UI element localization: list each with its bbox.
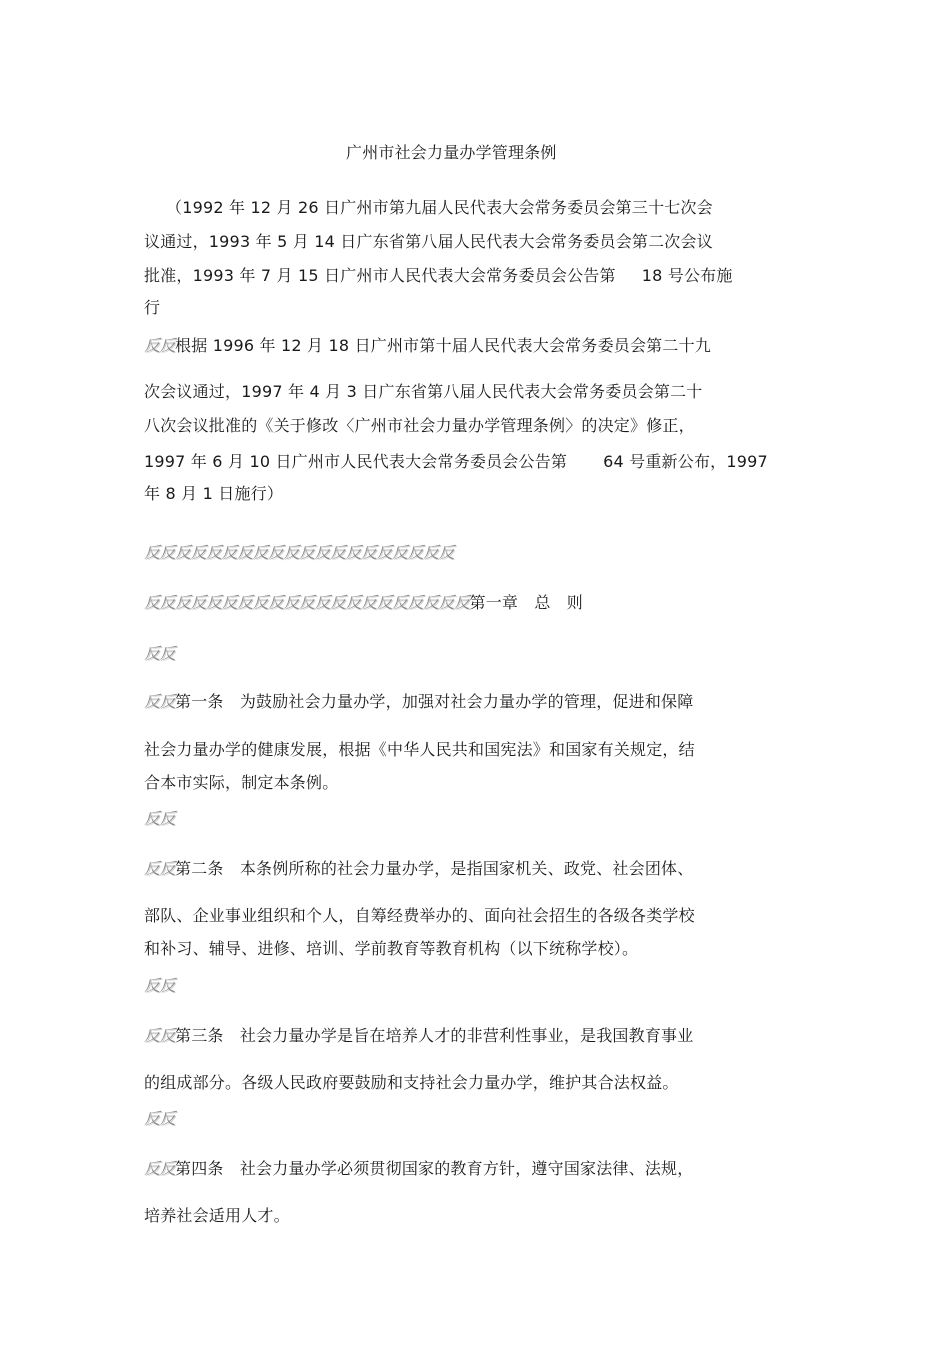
garbled-glyphs: 反反 [144, 859, 176, 878]
garbled-glyphs: 反反 [144, 692, 176, 711]
preamble-line: 批准，1993 年 7 月 15 日广州市人民代表大会常务委员会公告第 18 号公布施 [144, 266, 733, 285]
preamble-line: （1992 年 12 月 26 日广州市第九届人民代表大会常务委员会第三十七次会 [166, 198, 713, 217]
preamble-line: 反反根据 1996 年 12 月 18 日广州市第十届人民代表大会常务委员会第二十九 [144, 336, 711, 355]
article-line: 反反第一条 为鼓励社会力量办学，加强对社会力量办学的管理，促进和保障 [144, 692, 694, 711]
preamble-line: 1997 年 6 月 10 日广州市人民代表大会常务委员会公告第 64 号重新公布，1997 [144, 452, 768, 471]
page-title: 广州市社会力量办学管理条例 [346, 143, 557, 162]
preamble-line: 议通过，1993 年 5 月 14 日广东省第八届人民代表大会常务委员会第二次会议 [144, 232, 713, 251]
chapter-heading-line [144, 592, 583, 614]
garbled-glyphs: 反反 [144, 1159, 176, 1178]
garbled-glyphs: 反反反反反反反反反反反反反反反反反反反反反 [144, 593, 470, 612]
chapter-heading: 第一章 总 则 [469, 593, 583, 612]
article-line: 社会力量办学的健康发展，根据《中华人民共和国宪法》和国家有关规定，结 [144, 740, 695, 759]
preamble-line: 八次会议批准的《关于修改〈广州市社会力量办学管理条例〉的决定》修正， [144, 416, 695, 435]
preamble-line: 年 8 月 1 日施行） [144, 484, 284, 503]
garbled-glyphs: 反反反反反反反反反反反反反反反反反反反反 [144, 543, 455, 562]
preamble-line: 次会议通过，1997 年 4 月 3 日广东省第八届人民代表大会常务委员会第二十 [144, 382, 703, 401]
garbled-glyphs: 反反 [144, 1109, 176, 1128]
garbled-glyphs: 反反 [144, 644, 176, 663]
article-line: 反反第四条 社会力量办学必须贯彻国家的教育方针，遵守国家法律、法规， [144, 1159, 694, 1178]
article-line: 反反第三条 社会力量办学是旨在培养人才的非营利性事业，是我国教育事业 [144, 1026, 694, 1045]
article-line: 培养社会适用人才。 [144, 1206, 290, 1225]
garbled-glyphs: 反反 [144, 809, 176, 828]
article-line: 反反第二条 本条例所称的社会力量办学，是指国家机关、政党、社会团体、 [144, 859, 694, 878]
article-line: 部队、企业事业组织和个人，自筹经费举办的、面向社会招生的各级各类学校 [144, 906, 695, 925]
preamble-line: 行 [144, 298, 161, 317]
article-line: 合本市实际，制定本条例。 [144, 773, 339, 792]
garbled-glyphs: 反反 [144, 1026, 176, 1045]
article-line: 和补习、辅导、进修、培训、学前教育等教育机构（以下统称学校）。 [144, 939, 639, 958]
garbled-glyphs: 反反 [144, 336, 176, 355]
garbled-glyphs: 反反 [144, 976, 176, 995]
article-line: 的组成部分。各级人民政府要鼓励和支持社会力量办学，维护其合法权益。 [144, 1073, 679, 1092]
